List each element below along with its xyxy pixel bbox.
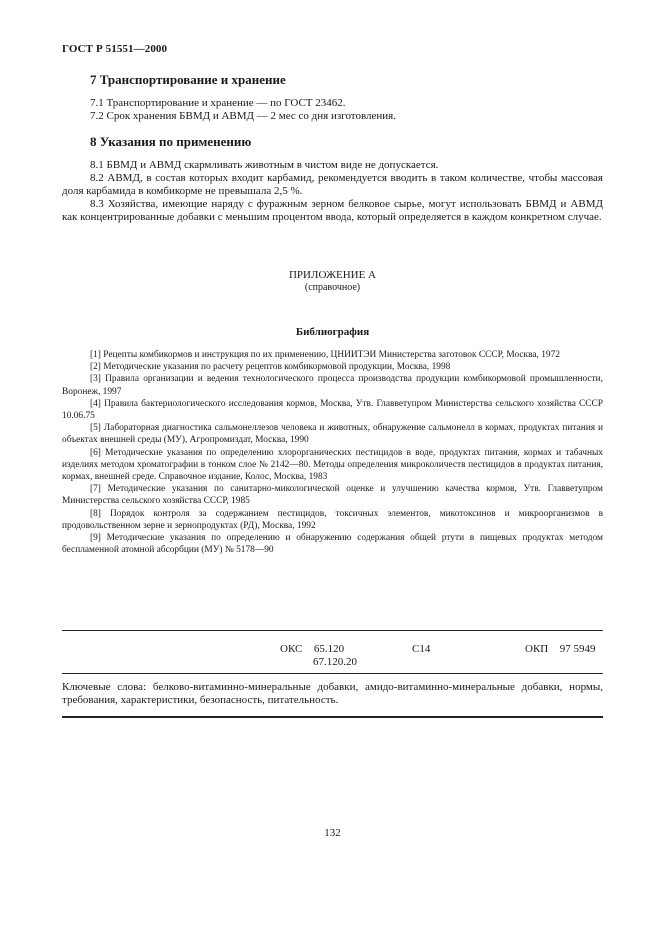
section-8-item: 8.1 БВМД и АВМД скармливать животным в чистом виде не допускается.	[90, 159, 439, 171]
okp-code	[525, 643, 595, 656]
appendix-title: ПРИЛОЖЕНИЕ А	[288, 269, 376, 281]
section-8-item: 8.3 Хозяйства, имеющие наряду с фуражным зерном белковое сырье, могут использовать БВМД и АВМД как концентрированные добавки с меньшим процентом ввода, который определяется в каждом конкретном случае.	[62, 198, 603, 223]
page-number: 132	[324, 827, 341, 839]
c-code: С14	[412, 643, 431, 655]
bibliography-entry: [5] Лабораторная диагностика сальмонеллезов человека и животных, обнаружение сальмонелл в кормах, продуктах питания и объектах внешней среды (МУ), Агропромиздат, Москва, 1990	[62, 423, 603, 446]
okp-label: ОКП	[525, 643, 549, 655]
oks-label: ОКС	[280, 643, 303, 655]
bibliography-entry: [7] Методические указания по санитарно-микологической оценке и улучшению качества кормов, Утв. Главветупром Министерства сельского хозяйства СССР, 1985	[62, 484, 603, 507]
bibliography-entry: [3] Правила организации и ведения технологического процесса производства продукции комбикормовой промышленности, Воронеж, 1997	[62, 374, 603, 397]
appendix-subtitle: (справочное)	[304, 282, 361, 293]
bibliography-list	[62, 349, 603, 556]
bibliography-entry: [6] Методические указания по определению хлорорганических пестицидов в воде, продуктах питания, кормах и табачных изделиях методом хроматографии в тонком слое № 2142—80. Методы определения микроколичеств пестицидов в продуктах питания, кормах, внешней среде. Справочное издание, Колос, Москва, 1983	[62, 447, 603, 483]
bibliography-entry: [8] Порядок контроля за содержанием пестицидов, токсичных элементов, микотоксинов и микроорганизмов в продовольственном зерне и зернопродуктах (РД), Москва, 1992	[62, 508, 603, 531]
section-7-item: 7.1 Транспортирование и хранение — по ГОСТ 23462.	[90, 97, 346, 109]
oks-value-second: 67.120.20	[313, 656, 357, 668]
section-8-heading: 8 Указания по применению	[90, 134, 252, 149]
oks-code	[280, 643, 344, 656]
bibliography-heading: Библиография	[295, 326, 370, 338]
document-header: ГОСТ Р 51551—2000	[62, 43, 168, 55]
bibliography-entry: [2] Методические указания по расчету рецептов комбикормовой продукции, Москва, 1998	[90, 362, 451, 373]
okp-value: 97 5949	[559, 643, 596, 655]
oks-value: 65.120	[313, 643, 345, 655]
keywords-bottom-rule	[62, 716, 603, 718]
section-7-heading: 7 Транспортирование и хранение	[90, 72, 286, 87]
keywords-text: Ключевые слова: белково-витаминно-минеральные добавки, амидо-витаминно-минеральные добавки, нормы, требования, характеристики, безопасность, питательность.	[62, 681, 603, 706]
section-8-item: 8.2 АВМД, в состав которых входит карбамид, рекомендуется вводить в таком количестве, чтобы массовая доля карбамида в комбикорме не превышала 2,5 %.	[62, 172, 603, 197]
bibliography-entry: [4] Правила бактериологического исследования кормов, Москва, Утв. Главветупром Министерства сельского хозяйства СССР 10.06.75	[62, 398, 603, 422]
codes-bottom-rule	[62, 673, 603, 674]
bibliography-entry: [1] Рецепты комбикормов и инструкция по их применению, ЦНИИТЭИ Министерства заготовок СССР, Москва, 1972	[90, 350, 560, 360]
section-7-item: 7.2 Срок хранения БВМД и АВМД — 2 мес со дня изготовления.	[90, 110, 396, 122]
bibliography-entry: [9] Методические указания по определению и обнаружению содержания общей ртути в пищевых продуктах методом беспламенной атомной абсорбции (МУ) № 5178—90	[62, 533, 603, 556]
codes-top-rule	[62, 630, 603, 631]
